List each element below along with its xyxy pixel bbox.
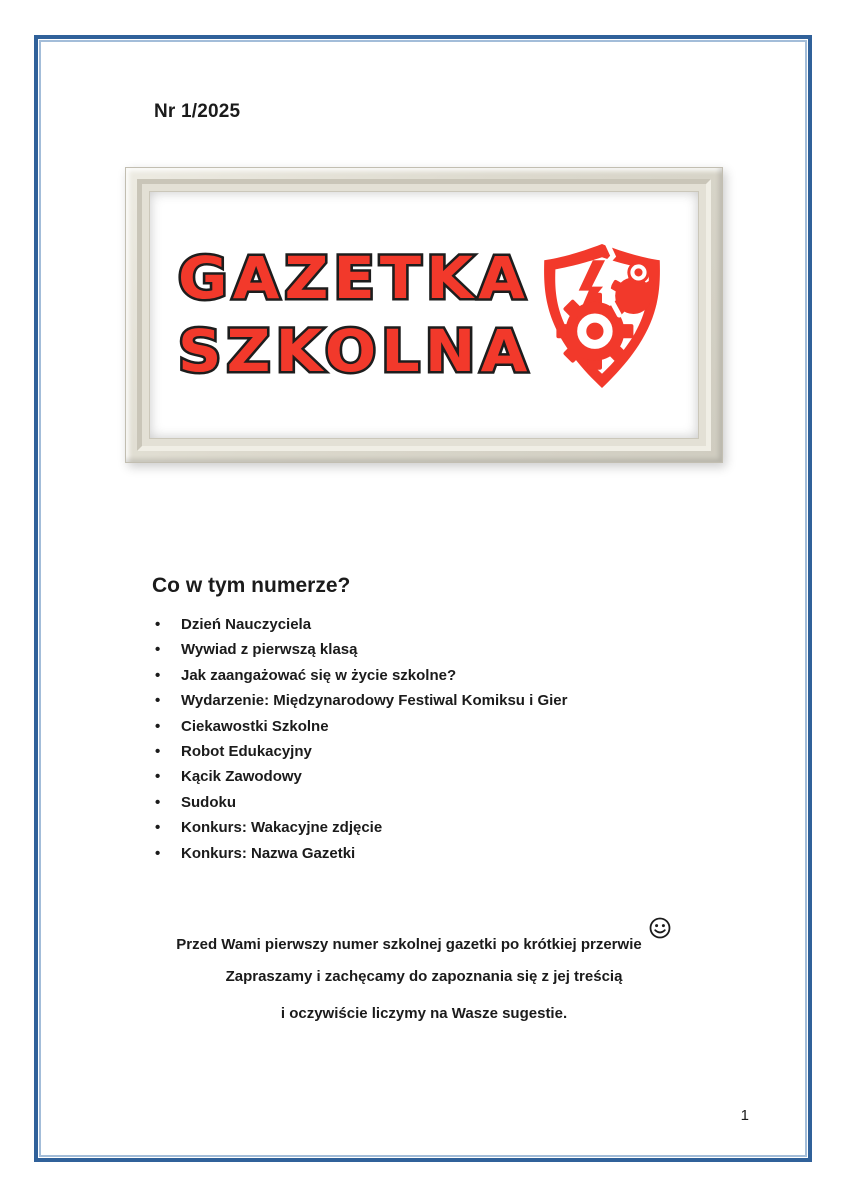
newsletter-logo-frame <box>125 167 723 463</box>
intro-line-2: Zapraszamy i zachęcamy do zapoznania się z jej treścią <box>225 968 623 985</box>
toc-item: • Konkurs: Nazwa Gazetki <box>155 841 567 866</box>
toc-item: • Kącik Zawodowy <box>155 764 567 789</box>
toc-item: • Wywiad z pierwszą klasą <box>155 637 567 662</box>
toc-item: • Jak zaangażować się w życie szkolne? <box>155 663 567 688</box>
intro-line-1 <box>34 925 814 953</box>
frame-bevel <box>137 179 711 451</box>
intro-line-1-text: Przed Wami pierwszy numer szkolnej gazetki po krótkiej przerwie <box>176 936 642 953</box>
page-number: 1 <box>740 1107 749 1124</box>
cracked-shield-gears-icon <box>534 240 670 397</box>
logo-title-line1: GAZETKA <box>177 244 530 312</box>
issue-number: Nr 1/2025 <box>154 101 241 122</box>
toc-item: • Konkurs: Wakacyjne zdjęcie <box>155 815 567 840</box>
toc-list <box>155 612 567 866</box>
intro-line-3: i oczywiście liczymy na Wasze sugestie. <box>280 1005 568 1022</box>
toc-heading: Co w tym numerze? <box>152 574 351 597</box>
logo-title <box>178 242 532 388</box>
logo-canvas <box>149 191 699 439</box>
toc-item: • Sudoku <box>155 790 567 815</box>
smiley-face-icon <box>648 916 672 944</box>
toc-item: • Ciekawostki Szkolne <box>155 714 567 739</box>
toc-item: • Dzień Nauczyciela <box>155 612 567 637</box>
toc-item: • Robot Edukacyjny <box>155 739 567 764</box>
toc-item: • Wydarzenie: Międzynarodowy Festiwal Komiksu i Gier <box>155 688 567 713</box>
logo-title-line2: SZKOLNA <box>177 317 533 385</box>
